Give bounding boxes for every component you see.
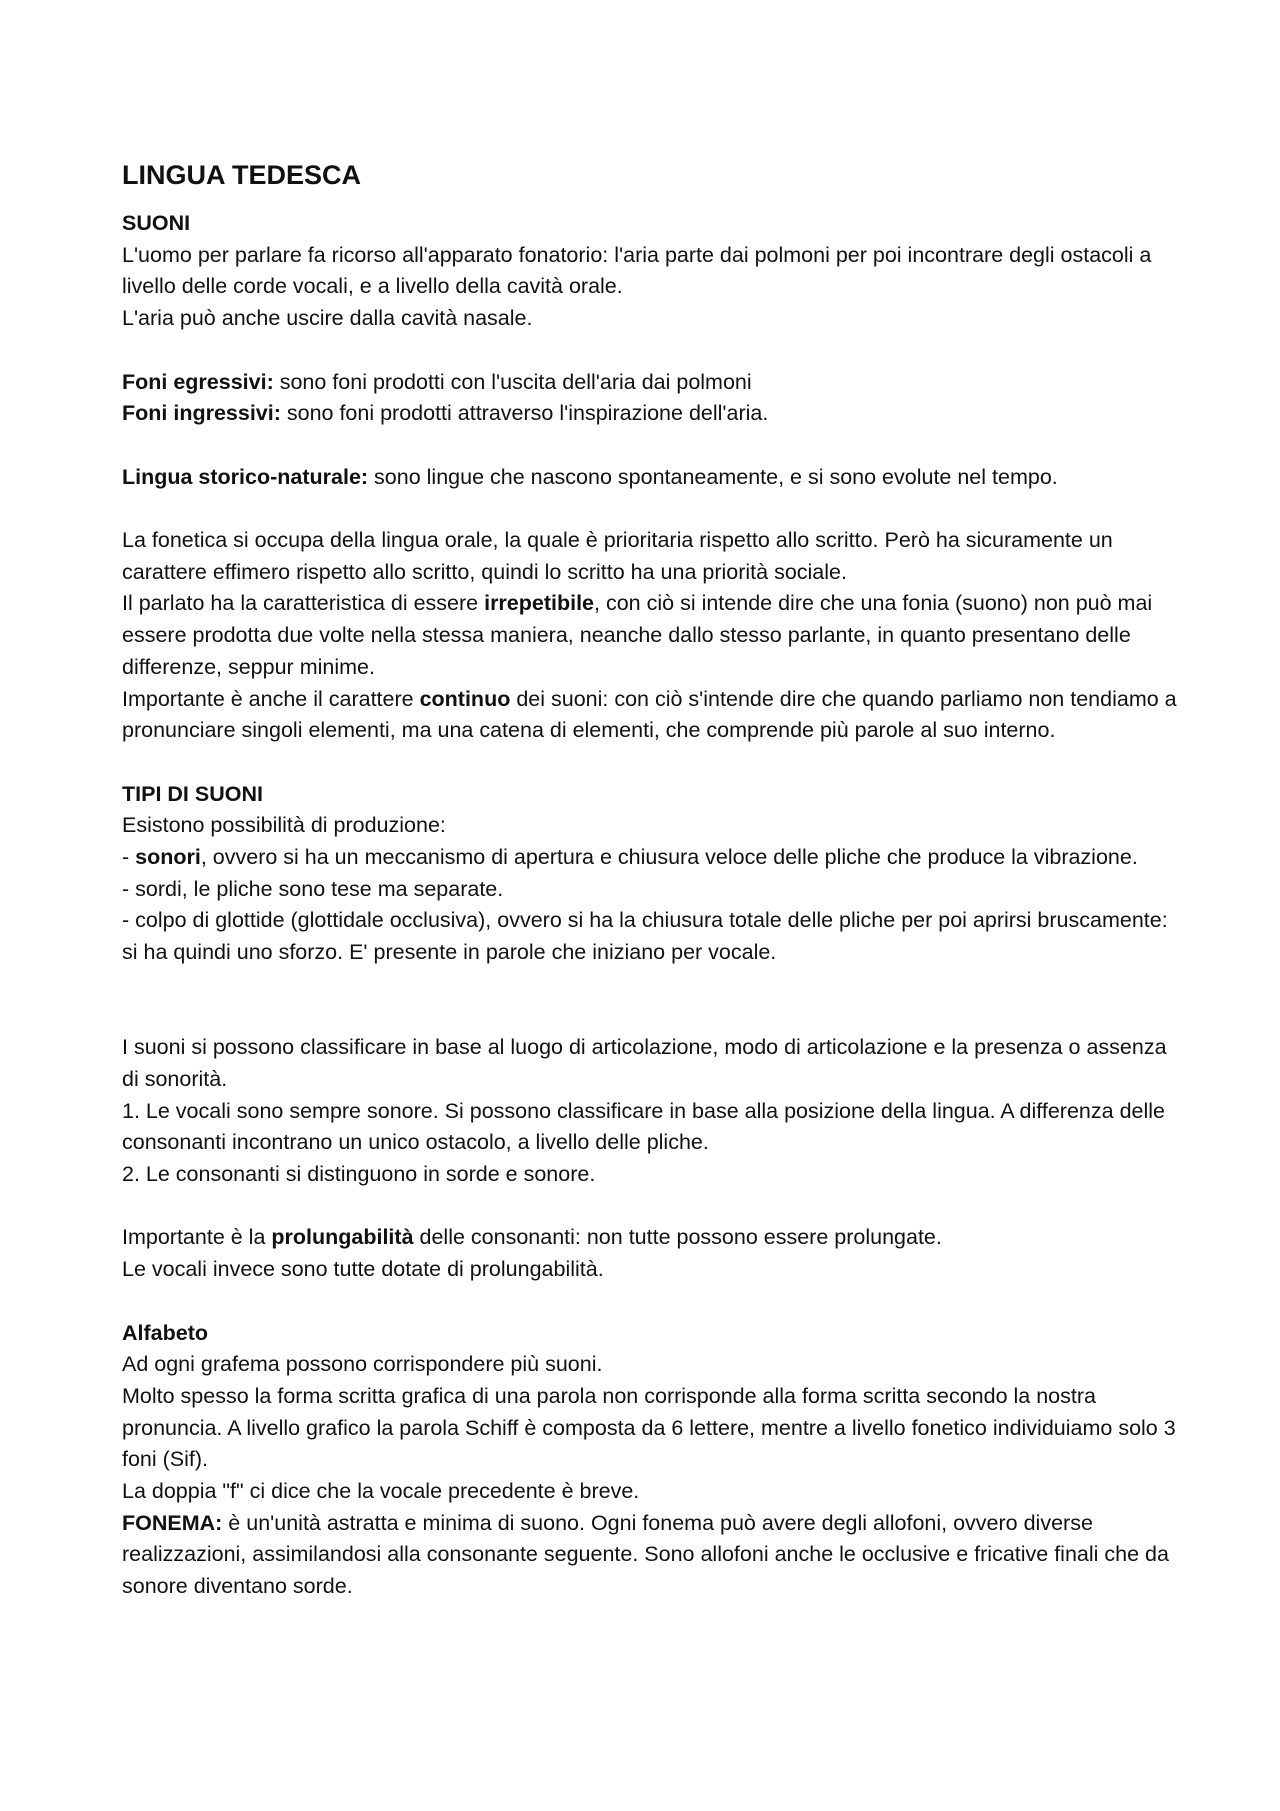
spacer bbox=[122, 335, 1182, 367]
alfabeto-line-doppia-f: La doppia "f" ci dice che la vocale precedente è breve. bbox=[122, 1479, 640, 1504]
foni-egressivi-term: Foni egressivi: bbox=[122, 369, 274, 394]
lingua-term: Lingua storico-naturale: bbox=[122, 464, 369, 489]
suoni-paragraph-nasale: L'aria può anche uscire dalla cavità nasale. bbox=[122, 306, 533, 331]
fonetica-paragraph: La fonetica si occupa della lingua orale, la quale è prioritaria rispetto allo scritto. Però ha sicuramente un carattere effimero rispetto allo scritto, quindi lo scritto ha una priorità sociale. bbox=[122, 527, 1113, 584]
section-heading-suoni: SUONI bbox=[122, 211, 191, 235]
prolungabilita-line bbox=[122, 1222, 1182, 1254]
alfabeto-paragraph-schiff: Molto spesso la forma scritta grafica di una parola non corrisponde alla forma scritta secondo la nostra pronuncia. A livello grafico la parola Schiff è composta da 6 lettere, mentre a livello fonetico individuiamo solo 3 foni (Sif). bbox=[122, 1383, 1176, 1472]
text-run: Importante è la bbox=[122, 1225, 272, 1250]
text-run: dei suoni: con ciò s'intende dire che quando parliamo non tendiamo a pronunciare singoli elementi, ma una catena di elementi, che comprende più parole al suo interno. bbox=[122, 686, 1177, 743]
page-title: LINGUA TEDESCA bbox=[122, 160, 362, 190]
continuo-term: continuo bbox=[419, 686, 511, 711]
alfabeto-line-grafema: Ad ogni grafema possono corrispondere più suoni. bbox=[122, 1352, 603, 1377]
fonema-paragraph bbox=[122, 1508, 1182, 1603]
fonema-term: FONEMA: bbox=[122, 1510, 223, 1535]
foni-ingressivi-term: Foni ingressivi: bbox=[122, 401, 281, 426]
spacer bbox=[122, 969, 1182, 1032]
vocali-prolungabilita-line: Le vocali invece sono tutte dotate di prolungabilità. bbox=[122, 1257, 604, 1282]
list-item-vocali: 1. Le vocali sono sempre sonore. Si possono classificare in base alla posizione della lingua. A differenza delle consonanti incontrano un unico ostacolo, a livello delle pliche. bbox=[122, 1098, 1165, 1155]
foni-egressivi-def: sono foni prodotti con l'uscita dell'aria dai polmoni bbox=[273, 369, 752, 394]
classificazione-paragraph: I suoni si possono classificare in base al luogo di articolazione, modo di articolazione e la presenza o assenza di sonorità. bbox=[122, 1035, 1167, 1091]
spacer bbox=[122, 747, 1182, 779]
list-item-sonori bbox=[122, 842, 1182, 874]
irrepetibile-paragraph bbox=[122, 588, 1182, 683]
text-run: Il parlato ha la caratteristica di essere bbox=[122, 591, 485, 616]
list-item-colpo-di-glottide: - colpo di glottide (glottidale occlusiva), ovvero si ha la chiusura totale delle pliche per poi aprirsi bruscamente: si ha quindi uno sforzo. E' presente in parole che iniziano per vocale. bbox=[122, 908, 1168, 965]
document-page bbox=[122, 148, 1182, 1603]
spacer bbox=[122, 493, 1182, 525]
irrepetibile-term: irrepetibile bbox=[484, 591, 595, 616]
foni-egressivi-line bbox=[122, 367, 1182, 399]
foni-ingressivi-def: sono foni prodotti attraverso l'inspirazione dell'aria. bbox=[280, 401, 769, 426]
text-run: - bbox=[122, 845, 136, 869]
section-heading-tipi-di-suoni: TIPI DI SUONI bbox=[122, 781, 263, 806]
lingua-def: sono lingue che nascono spontaneamente, e si sono evolute nel tempo. bbox=[368, 464, 1058, 489]
fonema-def: è un'unità astratta e minima di suono. Ogni fonema può avere degli allofoni, ovvero diverse realizzazioni, assimilandosi alla consonante seguente. Sono allofoni anche le occlusive e fricative finali che da sonore diventano sorde. bbox=[122, 1510, 1169, 1599]
list-item-sordi: - sordi, le pliche sono tese ma separate. bbox=[122, 876, 504, 901]
tipi-intro: Esistono possibilità di produzione: bbox=[122, 813, 446, 838]
sonori-term: sonori bbox=[135, 845, 201, 869]
text-run: , ovvero si ha un meccanismo di apertura e chiusura veloce delle pliche che produce la vibrazione. bbox=[200, 845, 1138, 869]
text-run: Importante è anche il carattere bbox=[122, 686, 420, 711]
spacer bbox=[122, 430, 1182, 462]
list-item-consonanti: 2. Le consonanti si distinguono in sorde e sonore. bbox=[122, 1162, 596, 1187]
spacer bbox=[122, 1286, 1182, 1318]
foni-ingressivi-line bbox=[122, 398, 1182, 430]
text-run: delle consonanti: non tutte possono essere prolungate. bbox=[413, 1225, 942, 1250]
continuo-paragraph bbox=[122, 684, 1182, 747]
spacer bbox=[122, 1191, 1182, 1223]
lingua-storico-naturale-line bbox=[122, 462, 1182, 494]
section-heading-alfabeto: Alfabeto bbox=[122, 1320, 208, 1345]
suoni-paragraph: L'uomo per parlare fa ricorso all'apparato fonatorio: l'aria parte dai polmoni per poi incontrare degli ostacoli a livello delle corde vocali, e a livello della cavità orale. bbox=[122, 242, 1152, 299]
prolungabilita-term: prolungabilità bbox=[271, 1225, 414, 1250]
text-run: , con ciò si intende dire che una fonia (suono) non può mai essere prodotta due volte nella stessa maniera, neanche dallo stesso parlante, in quanto presentano delle differenze, seppur minime. bbox=[122, 591, 1153, 679]
